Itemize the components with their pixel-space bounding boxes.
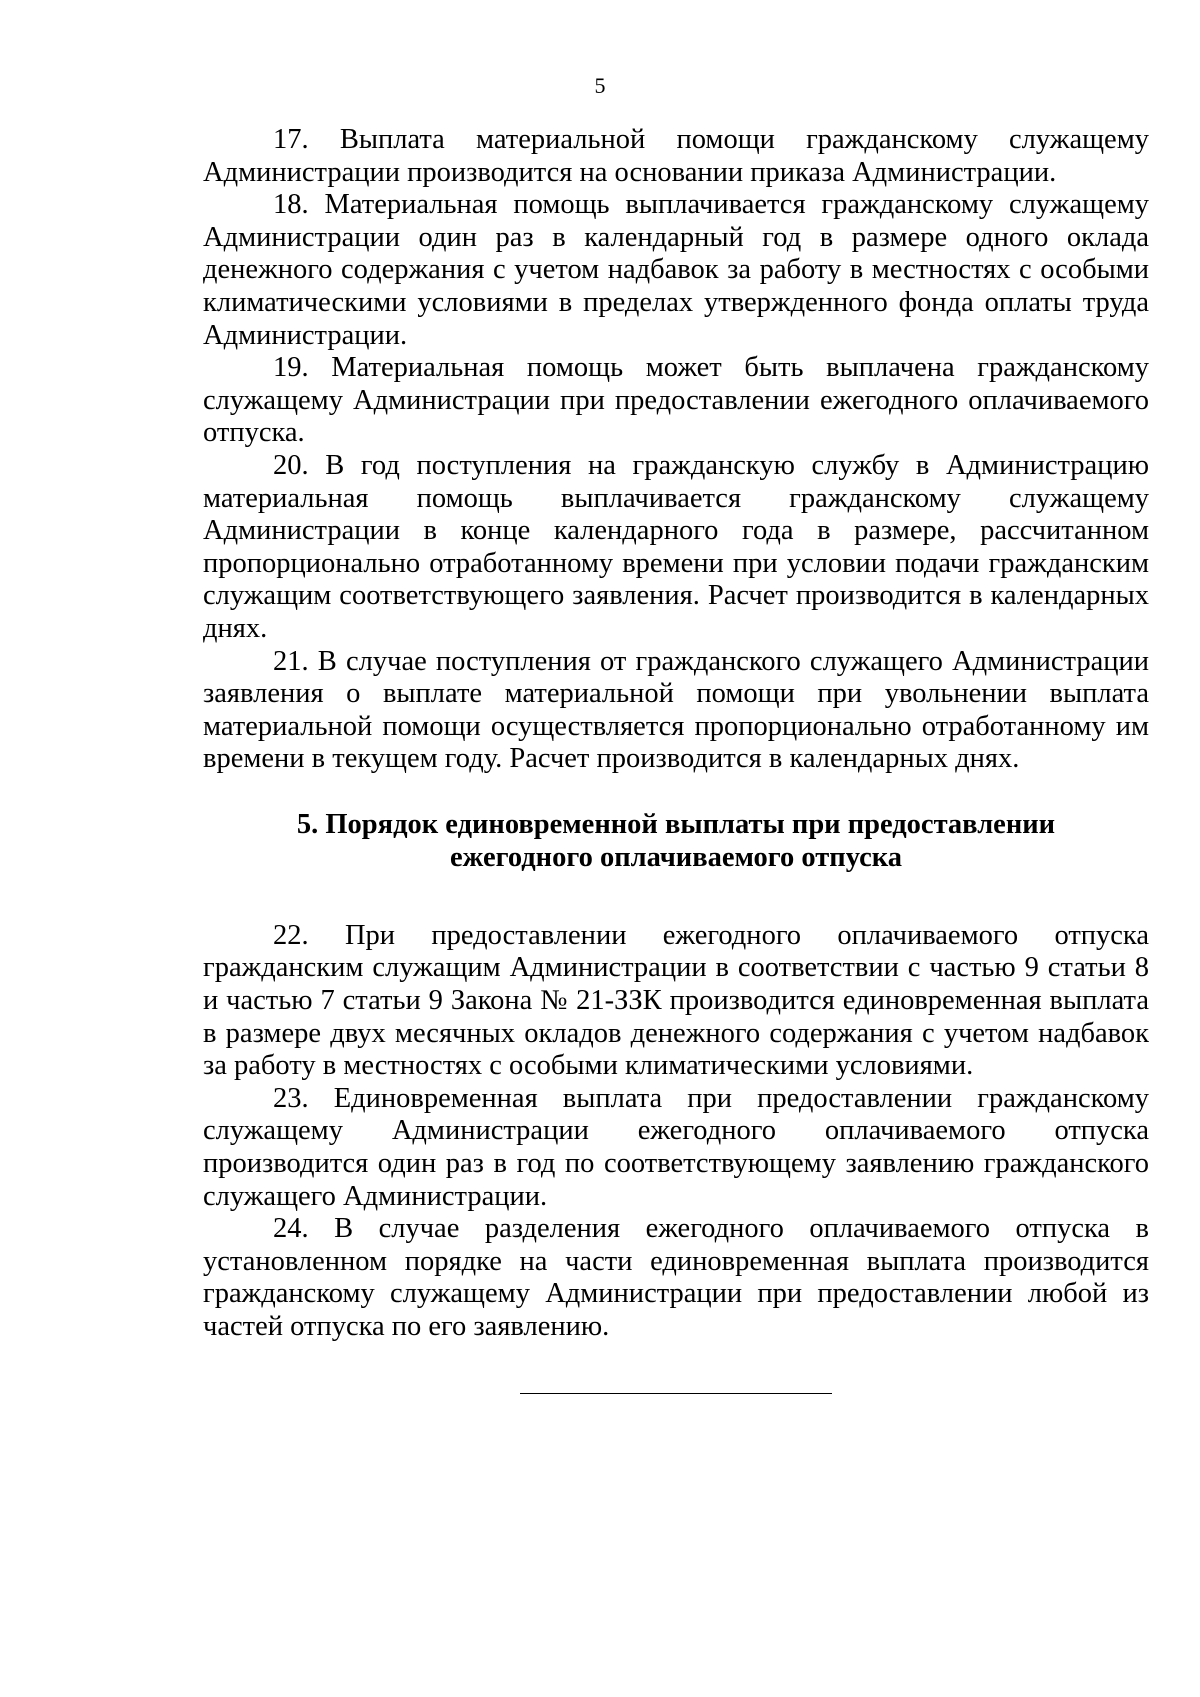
- document-body: [203, 124, 1149, 1344]
- section-heading-line-1: 5. Порядок единовременной выплаты при предоставлении: [296, 808, 1056, 840]
- paragraph-23: 23. Единовременная выплата при предоставлении гражданскому служащему Администрации ежегодного оплачиваемого отпуска производится один раз в год по соответствующему заявлению гражданского служащего Администрации.: [203, 1082, 1149, 1212]
- paragraph-20: 20. В год поступления на гражданскую службу в Администрацию материальная помощь выплачивается гражданскому служащему Администрации в конце календарного года в размере, рассчитанном пропорционально отработанному времени при условии подачи гражданским служащим соответствующего заявления. Расчет производится в календарных днях.: [203, 449, 1149, 644]
- paragraph-22: 22. При предоставлении ежегодного оплачиваемого отпуска гражданским служащим Администрации в соответствии с частью 9 статьи 8 и частью 7 статьи 9 Закона № 21-ЗЗК производится единовременная выплата в размере двух месячных окладов денежного содержания с учетом надбавок за работу в местностях с особыми климатическими условиями.: [203, 919, 1149, 1082]
- paragraph-21: 21. В случае поступления от гражданского служащего Администрации заявления о выплате материальной помощи при увольнении выплата материальной помощи осуществляется пропорционально отработанному им времени в текущем году. Расчет производится в календарных днях.: [203, 645, 1149, 775]
- page-number: 5: [594, 73, 606, 98]
- section-heading-line-2: ежегодного оплачиваемого отпуска: [450, 841, 902, 873]
- paragraph-24: 24. В случае разделения ежегодного оплачиваемого отпуска в установленном порядке на части единовременная выплата производится гражданскому служащему Администрации при предоставлении любой из частей отпуска по его заявлению.: [203, 1213, 1149, 1342]
- paragraph-17: 17. Выплата материальной помощи гражданскому служащему Администрации производится на основании приказа Администрации.: [203, 124, 1149, 188]
- paragraph-19: 19. Материальная помощь может быть выплачена гражданскому служащему Администрации при предоставлении ежегодного оплачиваемого отпуска.: [203, 352, 1149, 449]
- paragraph-18: 18. Материальная помощь выплачивается гражданскому служащему Администрации один раз в календарный год в размере одного оклада денежного содержания с учетом надбавок за работу в местностях с особыми климатическими условиями в пределах утвержденного фонда оплаты труда Администрации.: [203, 189, 1149, 351]
- end-divider-line: [520, 1393, 832, 1394]
- section-heading: [203, 808, 1149, 874]
